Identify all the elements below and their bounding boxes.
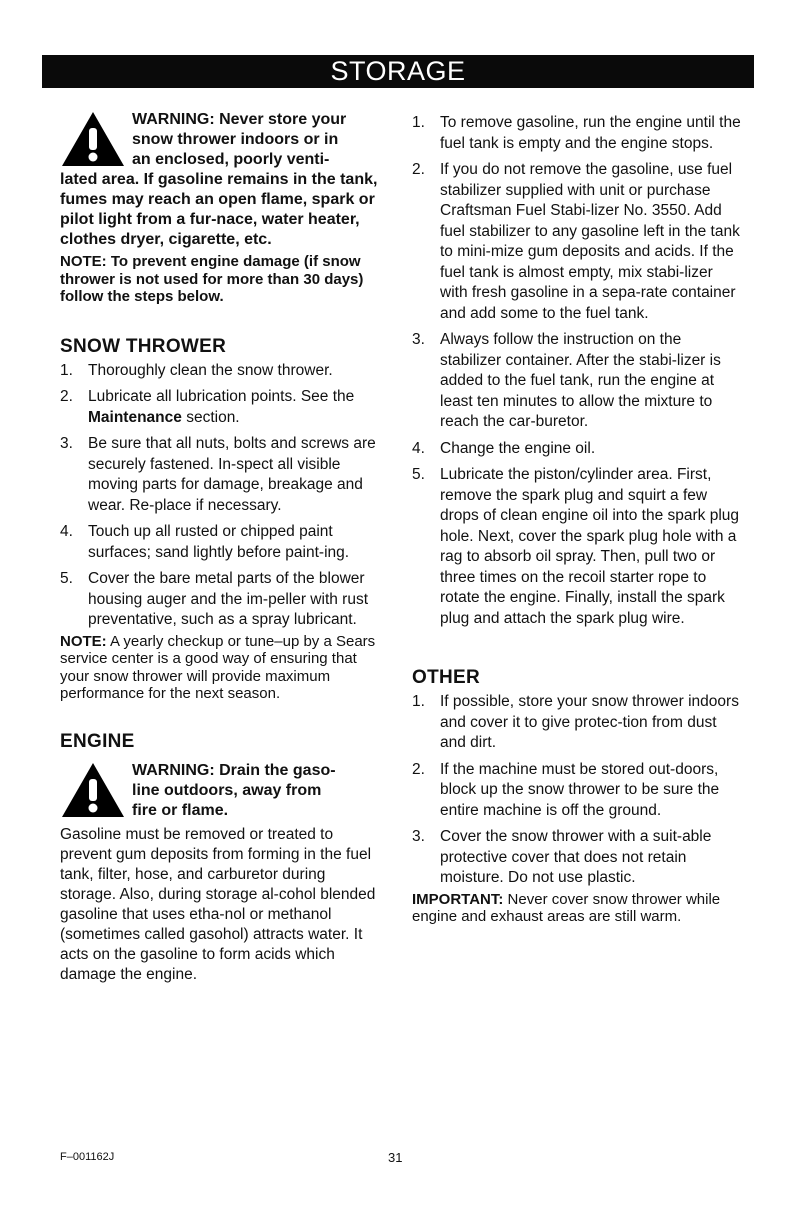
warning-line: fire or flame. xyxy=(132,801,229,819)
section-banner: STORAGE xyxy=(42,55,754,88)
engine-steps xyxy=(412,113,742,629)
snow-thrower-heading: SNOW THROWER xyxy=(60,335,227,357)
warning-line: an enclosed, poorly venti- xyxy=(132,151,330,168)
list-item: 2. Lubricate all lubrication points. See the Maintenance section. xyxy=(60,388,355,426)
list-item: 2. If the machine must be stored out-doors, block up the snow thrower to be sure the entire machine is off the ground. xyxy=(412,760,720,819)
engine-damage-note: NOTE: To prevent engine damage (if snow thrower is not used for more than 30 days) follow the steps below. xyxy=(60,253,364,305)
other-steps xyxy=(412,692,742,889)
document-code: F–001162J xyxy=(60,1151,115,1163)
list-item: 1. To remove gasoline, run the engine until the fuel tank is empty and the engine stops. xyxy=(412,114,741,152)
list-item: 3. Cover the snow thrower with a suit-able protective cover that does not retain moisture. Do not use plastic. xyxy=(412,828,712,886)
list-item: 5. Lubricate the piston/cylinder area. First, remove the spark plug and squirt a few drops of clean engine oil into the spark plug hole. Next, cover the spark plug hole with a rag to absorb oil spray. Then, pull two or three times on the recoil starter rope to rotate the engine. Finally, install the spark plug and attach the spark plug wire. xyxy=(412,466,740,627)
warning-line: WARNING: Drain the gaso- xyxy=(132,761,336,779)
list-item: 3. Always follow the instruction on the stabilizer container. After the stabi-lizer is added to the fuel tank, run the engine at least ten minutes to allow the mixture to reach the car-buretor. xyxy=(412,331,721,430)
list-item: 2. If you do not remove the gasoline, use fuel stabilizer supplied with unit or purchase Craftsman Fuel Stabi-lizer No. 3550. Add fuel stabilizer to any gasoline left in the tank to mini-mize gum deposits and acids. If the fuel tank is almost empty, mix stabi-lizer with fresh gasoline in a sepa-rate container and add some to the fuel tank. xyxy=(412,161,740,322)
list-item: 4. Change the engine oil. xyxy=(412,439,596,457)
other-heading: OTHER xyxy=(412,667,480,688)
maintenance-ref: Maintenance xyxy=(88,408,182,426)
list-item: 1. Thoroughly clean the snow thrower. xyxy=(60,361,333,379)
list-item: 3. Be sure that all nuts, bolts and screws are securely fastened. In-spect all visible moving parts for damage, breakage and wear. Re-place if necessary. xyxy=(60,435,376,514)
engine-paragraph: Gasoline must be removed or treated to prevent gum deposits from forming in the fuel tank, filter, hose, and carburetor during storage. Also, during storage al-cohol blended gasoline that uses etha-nol or methanol (sometimes called gasohol) attracts water. It acts on the gasoline to form acids which damage the engine. xyxy=(60,825,376,983)
warning-line: snow thrower indoors or in xyxy=(132,131,339,148)
left-column xyxy=(60,110,382,985)
yearly-checkup-note: NOTE: A yearly checkup or tune–up by a Sears service center is a good way of ensuring that your snow thrower will provide maximum performance for the next season. xyxy=(60,632,376,702)
right-column xyxy=(412,113,742,926)
important-note: IMPORTANT: Never cover snow thrower while engine and exhaust areas are still warm. xyxy=(412,890,721,925)
page-number: 31 xyxy=(388,1150,403,1165)
warning-line: line outdoors, away from xyxy=(132,781,322,799)
warning-line: WARNING: Never store your xyxy=(132,111,347,128)
drain-warning xyxy=(60,761,382,821)
warning-continuation: lated area. If gasoline remains in the tank, fumes may reach an open flame, spark or pilot light from a fur-nace, water heater, clothes dryer, cigarette, etc. xyxy=(60,171,378,248)
list-item: 1. If possible, store your snow thrower indoors and cover it to give protec-tion from dust and dirt. xyxy=(412,693,739,751)
warning-triangle-icon xyxy=(60,110,126,168)
warning-triangle-icon xyxy=(60,761,126,819)
list-item: 5. Cover the bare metal parts of the blower housing auger and the im-peller with rust preventative, such as a spray lubricant. xyxy=(60,570,369,628)
engine-heading: ENGINE xyxy=(60,730,135,752)
snow-thrower-steps xyxy=(60,361,382,631)
storage-warning xyxy=(60,110,382,170)
list-item: 4. Touch up all rusted or chipped paint surfaces; sand lightly before paint-ing. xyxy=(60,523,350,561)
